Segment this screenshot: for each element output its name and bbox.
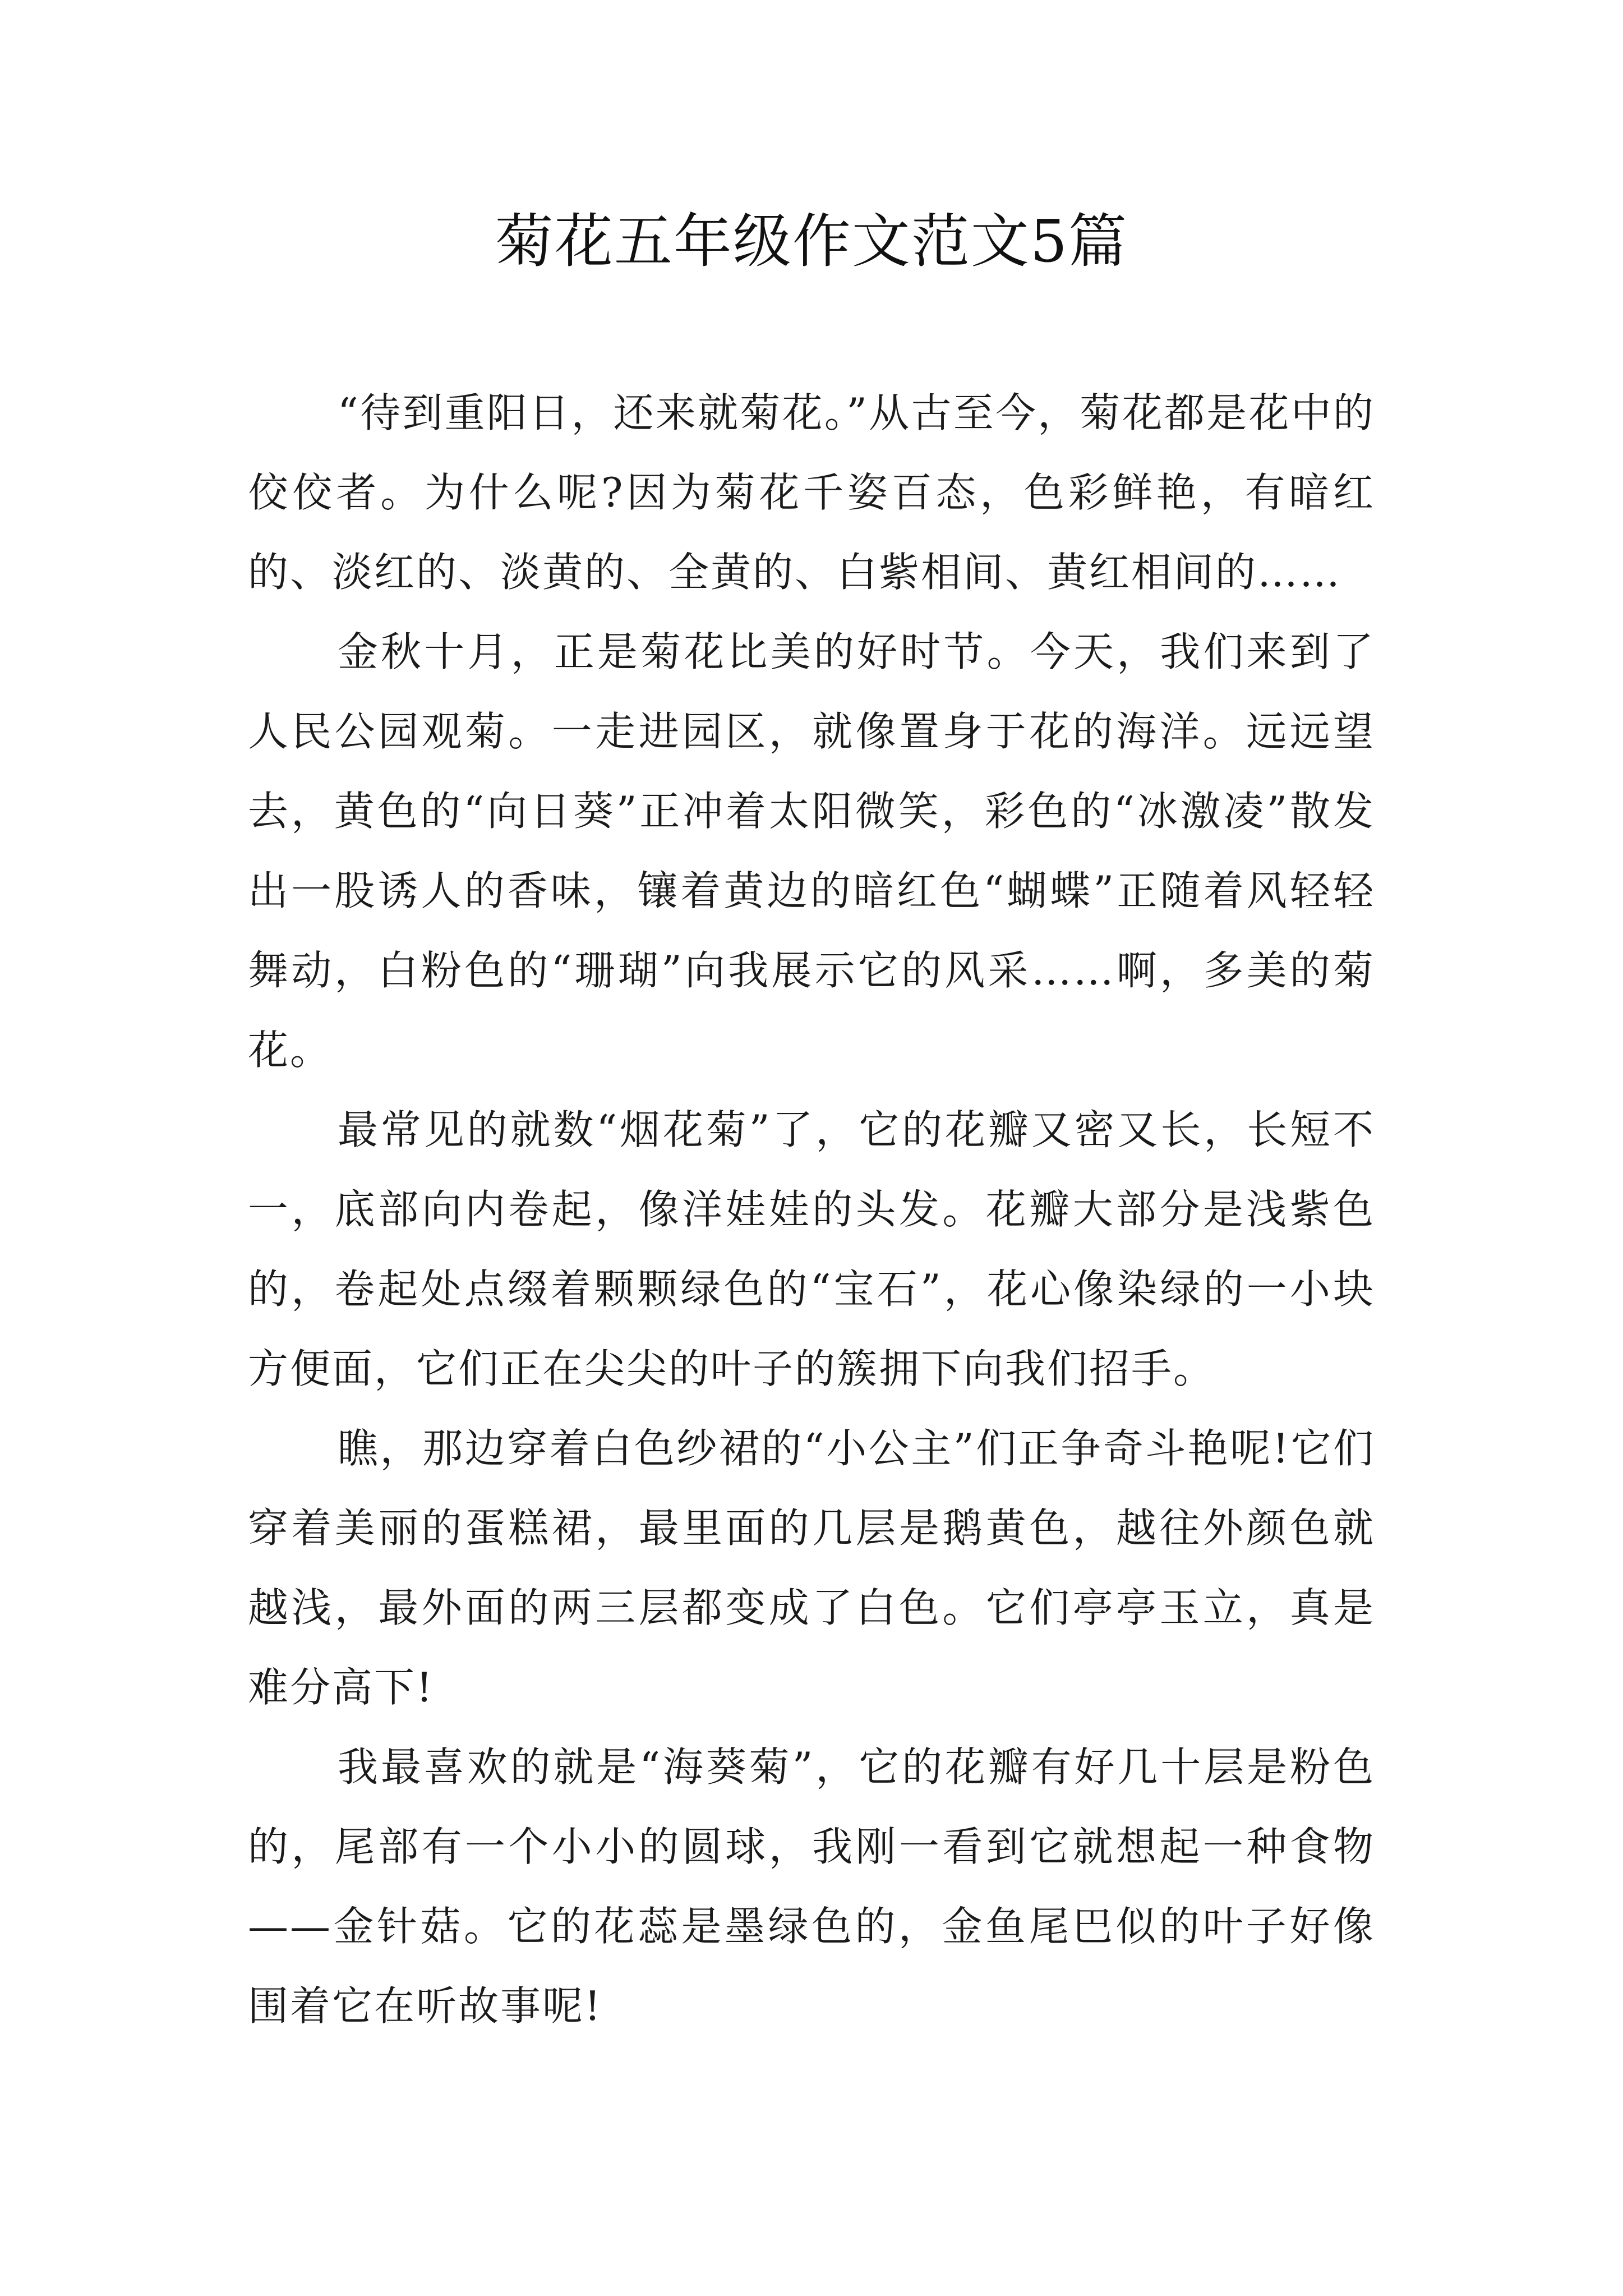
paragraph: 最常见的就数“烟花菊”了，它的花瓣又密又长，长短不一，底部向内卷起，像洋娃娃的头发。花瓣大部分是浅紫色的，卷起处点缀着颗颗绿色的“宝石”，花心像染绿的一小块方便面，它们正在尖尖的叶子的簇拥下向我们招手。 [248,1106,1375,1392]
paragraph: 瞧，那边穿着白色纱裙的“小公主”们正争奇斗艳呢!它们穿着美丽的蛋糕裙，最里面的几层是鹅黄色，越往外颜色就越浅，最外面的两三层都变成了白色。它们亭亭玉立，真是难分高下! [248,1425,1375,1711]
paragraph: “待到重阳日，还来就菊花。”从古至今，菊花都是花中的佼佼者。为什么呢?因为菊花千姿百态，色彩鲜艳，有暗红的、淡红的、淡黄的、全黄的、白紫相间、黄红相间的…… [248,389,1375,596]
paragraph: 我最喜欢的就是“海葵菊”，它的花瓣有好几十层是粉色的，尾部有一个小小的圆球，我刚一看到它就想起一种食物——金针菇。它的花蕊是墨绿色的，金鱼尾巴似的叶子好像围着它在听故事呢! [248,1743,1375,2030]
document-body [248,373,1375,2046]
paragraph: 金秋十月，正是菊花比美的好时节。今天，我们来到了人民公园观菊。一走进园区，就像置身于花的海洋。远远望去，黄色的“向日葵”正冲着太阳微笑，彩色的“冰激凌”散发出一股诱人的香味，镶着黄边的暗红色“蝴蝶”正随着风轻轻舞动，白粉色的“珊瑚”向我展示它的风采……啊，多美的菊花。 [248,628,1375,1074]
document-title: 菊花五年级作文范文5篇 [495,207,1128,275]
